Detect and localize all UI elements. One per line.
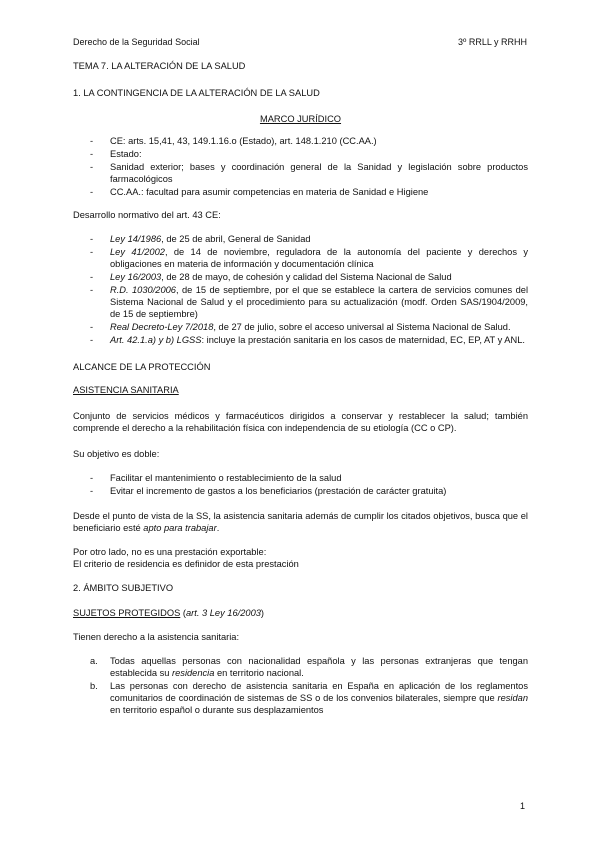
list-item [73,271,528,283]
text-run: . [216,523,220,533]
list-item [73,655,528,679]
sujetos-heading [73,607,528,619]
desarrollo-list [73,233,528,346]
text-run: ( [180,608,186,618]
law-desc: , de 25 de abril, General de Sanidad [161,234,311,244]
header-left: Derecho de la Seguridad Social [73,37,200,47]
alcance-heading: ALCANCE DE LA PROTECCIÓN [73,362,211,372]
law-desc: , de 27 de julio, sobre el acceso universal al Sistema Nacional de Salud. [213,322,511,332]
sujetos-ref: art. 3 Ley 16/2003 [185,608,261,618]
law-ref: Art. 42.1.a) y b) LGSS [110,335,202,345]
law-ref: R.D. 1030/2006 [110,285,176,295]
exportable-line-1: Por otro lado, no es una prestación exportable: [73,547,267,557]
list-item [73,233,528,245]
exportable-line-2: El criterio de residencia es definidor de esta prestación [73,559,299,569]
text-run: ) [260,608,265,618]
list-item: - CE: arts. 15,41, 43, 149.1.16.o (Estado), art. 148.1.210 (CC.AA.) [73,135,528,147]
sujetos-list [73,655,528,716]
punto-vista-paragraph [73,510,528,534]
document-body [73,60,528,717]
law-desc: , de 15 de septiembre, por el que se establece la cartera de servicios comunes del Sistema Nacional de Salud y el procedimiento para su actualización (modf. Orden SAS/1904/2009, de 15 de septiembre) [110,285,529,319]
text-run: Desde el punto de vista de la SS, la asistencia sanitaria además de cumplir los citados objetivos, busca que el beneficiario esté [73,511,528,533]
asistencia-heading: ASISTENCIA SANITARIA [73,385,179,395]
law-ref: Ley 41/2002 [110,247,165,257]
list-item: - CC.AA.: facultad para asumir competencias en materia de Sanidad e Higiene [73,186,528,198]
list-item [73,284,528,320]
law-ref: Ley 14/1986 [110,234,162,244]
law-desc: : incluye la prestación sanitaria en los casos de maternidad, EC, EP, AT y ANL. [201,335,525,345]
marco-juridico-heading: MARCO JURÍDICO [259,114,342,124]
text-run: Todas aquellas personas con nacionalidad española y las personas extranjeras que tengan establecida su [110,656,528,678]
law-desc: , de 28 de mayo, de cohesión y calidad del Sistema Nacional de Salud [161,272,452,282]
marco-list [73,135,528,198]
list-item: - Facilitar el mantenimiento o restablecimiento de la salud [73,472,528,484]
text-run: en territorio español o durante sus desplazamientos [110,705,324,715]
tema-title: TEMA 7. LA ALTERACIÓN DE LA SALUD [73,61,246,71]
text-run-italic: residencia [172,668,215,678]
law-ref: Real Decreto-Ley 7/2018 [110,322,214,332]
list-item: - Sanidad exterior; bases y coordinación general de la Sanidad y legislación sobre productos farmacológicos [73,161,528,185]
objetivo-list [73,472,528,497]
section-2-heading: 2. ÁMBITO SUBJETIVO [73,583,174,593]
list-item: - Evitar el incremento de gastos a los beneficiarios (prestación de carácter gratuita) [73,485,528,497]
list-item [73,246,528,270]
law-ref: Ley 16/2003 [110,272,162,282]
list-item [73,680,528,716]
list-letter: a. [90,656,98,666]
section-1-heading: 1. LA CONTINGENCIA DE LA ALTERACIÓN DE LA SALUD [73,88,320,98]
header-right: 3º RRLL y RRHH [458,37,527,47]
objetivo-intro: Su objetivo es doble: [73,449,160,459]
list-letter: b. [90,681,98,691]
text-run: en territorio nacional. [214,668,304,678]
sujetos-title: SUJETOS PROTEGIDOS [73,608,181,618]
text-run-italic: residan [497,693,528,703]
tienen-intro: Tienen derecho a la asistencia sanitaria: [73,632,240,642]
desarrollo-intro: Desarrollo normativo del art. 43 CE: [73,210,221,220]
law-desc: , de 14 de noviembre, reguladora de la autonomía del paciente y derechos y obligaciones en materia de información y documentación clínica [110,247,528,269]
list-item [73,334,528,346]
page-number: 1 [519,801,525,811]
list-item [73,321,528,333]
text-run-italic: apto para trabajar [143,523,217,533]
text-run: Las personas con derecho de asistencia sanitaria en España en aplicación de los reglamentos comunitarios de coordinación de sistemas de SS o de los convenios bilaterales, siempre que [110,681,528,703]
asistencia-paragraph: Conjunto de servicios médicos y farmacéuticos dirigidos a conservar y restablecer la salud; también comprende el derecho a la rehabilitación física con independencia de su etiología (CC o CP). [73,411,528,433]
list-item: - Estado: [73,148,528,160]
